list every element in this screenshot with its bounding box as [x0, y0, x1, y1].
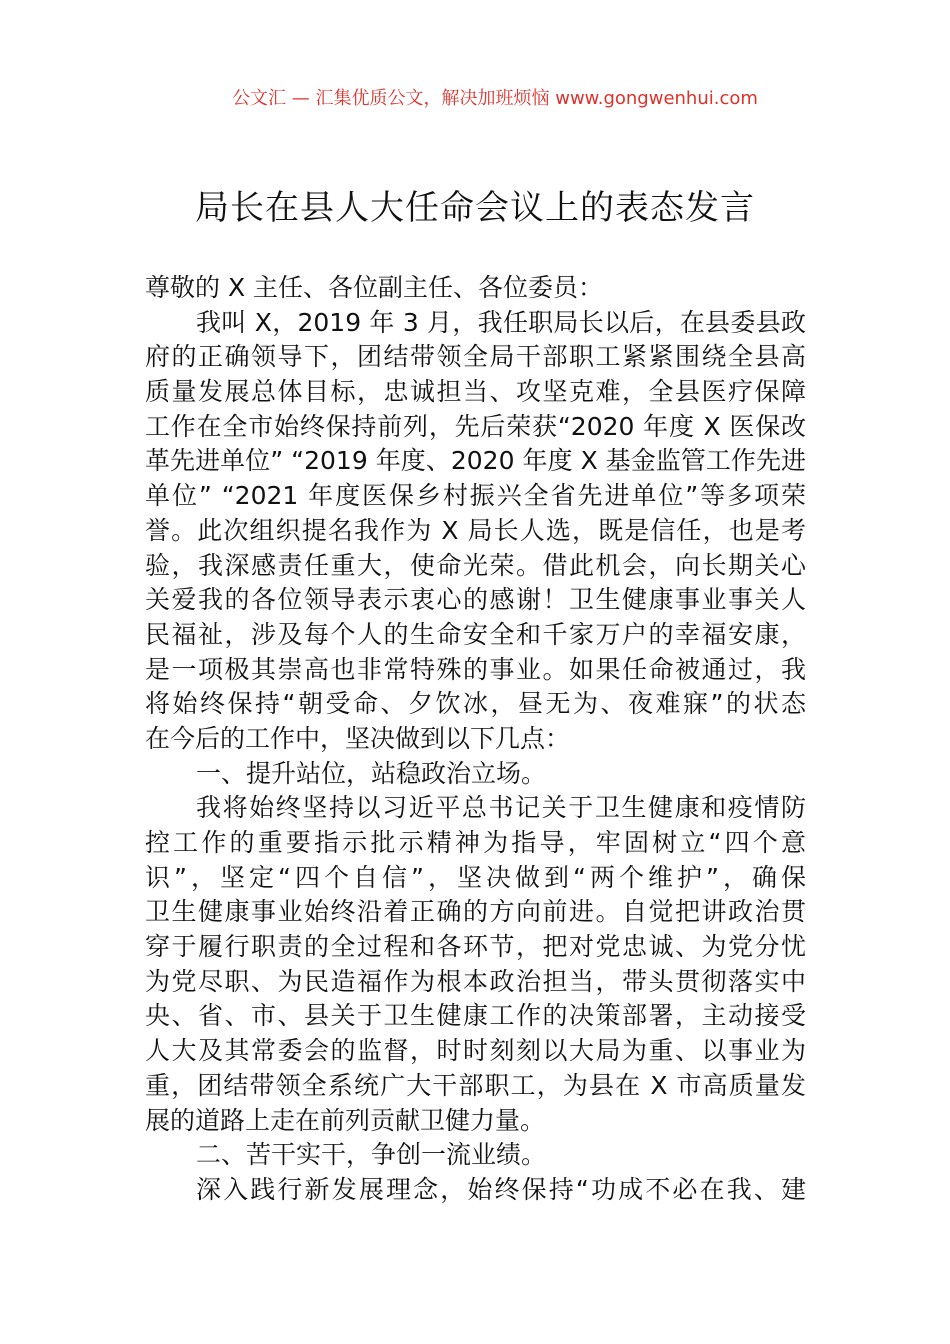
- text-line: 在今后的工作中，坚决做到以下几点：: [145, 723, 571, 753]
- text-line: 将始终保持“朝受命、夕饮冰，昼无为、夜难寐”的状态: [145, 689, 806, 719]
- text-line: 尊敬的 X 主任、各位副主任、各位委员：: [145, 273, 604, 302]
- text-line: 人大及其常委会的监督，时时刻刻以大局为重、以事业为: [145, 1036, 806, 1066]
- text-line: 为党尽职、为民造福作为根本政治担当，带头贯彻落实中: [145, 966, 806, 996]
- watermark-banner: 公文汇 — 汇集优质公文，解决加班烦恼 www.gongwenhui.com: [232, 88, 758, 109]
- text-line: 我将始终坚持以习近平总书记关于卫生健康和疫情防: [196, 793, 806, 823]
- text-line: 央、省、市、县关于卫生健康工作的决策部署，主动接受: [145, 1001, 806, 1031]
- text-line: 质量发展总体目标，忠诚担当、攻坚克难，全县医疗保障: [145, 377, 806, 407]
- paragraph: [145, 1173, 806, 1208]
- text-line: 二、苦干实干，争创一流业绩。: [196, 1140, 547, 1170]
- document-body: [145, 271, 806, 1208]
- paragraph: [145, 757, 806, 792]
- text-line: 穿于履行职责的全过程和各环节，把对党忠诚、为党分忧: [145, 932, 806, 962]
- text-line: 重，团结带领全系统广大干部职工，为县在 X 市高质量发: [145, 1070, 806, 1100]
- text-line: 控工作的重要指示批示精神为指导，牢固树立“四个意: [145, 828, 806, 857]
- text-line: 工作在全市始终保持前列，先后荣获“2020 年度 X 医保改: [145, 411, 806, 441]
- text-line: 识”，坚定“四个自信”，坚决做到“两个维护”，确保: [145, 862, 806, 892]
- text-line: 誉。此次组织提名我作为 X 局长人选，既是信任，也是考: [145, 515, 806, 545]
- text-line: 单位” “2021 年度医保乡村振兴全省先进单位”等多项荣: [145, 481, 806, 511]
- paragraph: [145, 271, 806, 306]
- text-line: 是一项极其崇高也非常特殊的事业。如果任命被通过，我: [145, 654, 806, 684]
- text-line: 深入践行新发展理念，始终保持“功成不必在我、建: [196, 1174, 806, 1204]
- paragraph: [145, 306, 806, 757]
- text-line: 革先进单位” “2019 年度、2020 年度 X 基金监管工作先进: [145, 446, 806, 476]
- paragraph: [145, 791, 806, 1138]
- text-line: 我叫 X，2019 年 3 月，我任职局长以后，在县委县政: [196, 307, 806, 337]
- document-title: 局长在县人大任命会议上的表态发言: [195, 188, 755, 228]
- text-line: 卫生健康事业始终沿着正确的方向前进。自觉把讲政治贯: [145, 897, 806, 927]
- text-line: 关爱我的各位领导表示衷心的感谢！卫生健康事业事关人: [145, 585, 806, 615]
- paragraph: [145, 1138, 806, 1173]
- text-line: 民福祉，涉及每个人的生命安全和千家万户的幸福安康，: [145, 619, 806, 649]
- text-line: 一、提升站位，站稳政治立场。: [196, 758, 547, 788]
- text-line: 展的道路上走在前列贡献卫健力量。: [145, 1105, 546, 1135]
- text-line: 验，我深感责任重大，使命光荣。借此机会，向长期关心: [145, 550, 806, 580]
- text-line: 府的正确领导下，团结带领全局干部职工紧紧围绕全县高: [145, 342, 806, 372]
